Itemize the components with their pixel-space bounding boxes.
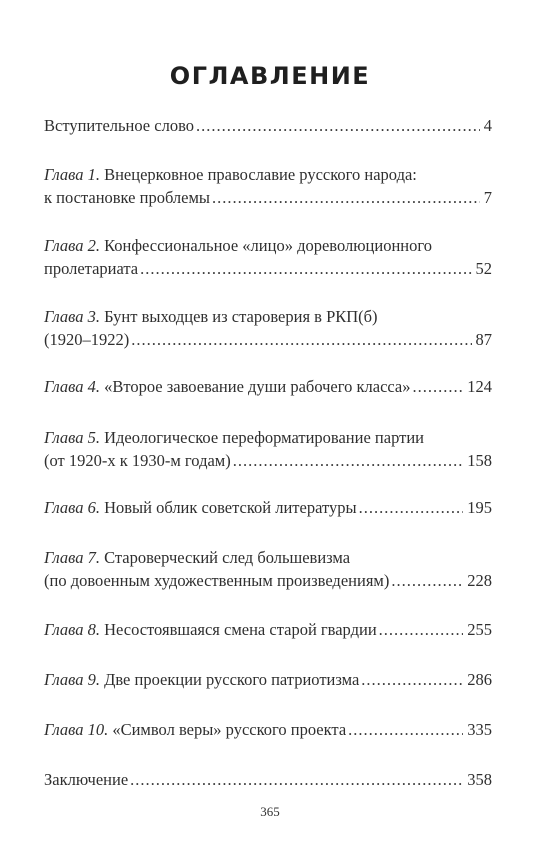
toc-line [44, 546, 492, 569]
entry-title: «Символ веры» русского проекта [112, 720, 347, 739]
chapter-label: Глава 6. [44, 498, 100, 517]
chapter-label: Глава 7. [44, 548, 100, 567]
entry-title: Идеологическое переформатирование партии [104, 428, 424, 447]
toc-line [44, 449, 492, 472]
toc-entry-chapter-5[interactable] [44, 426, 492, 472]
entry-title: Вступительное слово [44, 116, 194, 135]
entry-title: Несостоявшаяся смена старой гвардии [104, 620, 377, 639]
toc-line [44, 569, 492, 592]
chapter-label: Глава 3. [44, 307, 100, 326]
page-number: 335 [467, 720, 492, 739]
page-number: 158 [467, 451, 492, 470]
chapter-label: Глава 1. [44, 165, 100, 184]
toc-line [44, 234, 492, 257]
entry-title: Две проекции русского патриотизма [104, 670, 360, 689]
folio-page-number: 365 [260, 804, 280, 819]
toc-entry-introduction[interactable] [44, 114, 492, 137]
chapter-label: Глава 2. [44, 236, 100, 255]
entry-title-continued: (по довоенным художественным произведениям) [44, 571, 390, 590]
entry-title: Староверческий след большевизма [104, 548, 351, 567]
toc-entry-chapter-8[interactable] [44, 618, 492, 641]
toc-entry-chapter-6[interactable] [44, 496, 492, 519]
dot-leader [413, 375, 464, 398]
entry-title: Заключение [44, 770, 129, 789]
dot-leader [379, 618, 464, 641]
toc-line [44, 668, 492, 691]
dot-leader [348, 718, 463, 741]
dot-leader [391, 569, 463, 592]
page-number: 52 [475, 259, 492, 278]
chapter-label: Глава 5. [44, 428, 100, 447]
toc-line [44, 114, 492, 137]
chapter-label: Глава 9. [44, 670, 100, 689]
toc-line [44, 496, 492, 519]
entry-title-continued: к постановке проблемы [44, 188, 211, 207]
dot-leader [140, 257, 471, 280]
page-number: 195 [467, 498, 492, 517]
toc-entry-conclusion[interactable] [44, 768, 492, 791]
toc-line [44, 618, 492, 641]
toc-line [44, 375, 492, 398]
entry-title: Конфессиональное «лицо» дореволюционного [104, 236, 432, 255]
page-number: 124 [467, 377, 492, 396]
toc-line [44, 186, 492, 209]
toc-line [44, 718, 492, 741]
dot-leader [361, 668, 463, 691]
toc-entry-chapter-10[interactable] [44, 718, 492, 741]
page-title: ОГЛАВЛЕНИЕ [169, 62, 371, 90]
page-number: 228 [467, 571, 492, 590]
page-number: 7 [483, 188, 492, 207]
dot-leader [233, 449, 464, 472]
entry-title: Новый облик советской литературы [104, 498, 357, 517]
page-number: 255 [467, 620, 492, 639]
entry-title: Внецерковное православие русского народа: [104, 165, 417, 184]
toc-line [44, 426, 492, 449]
toc-entry-chapter-1[interactable] [44, 163, 492, 209]
toc-entry-chapter-3[interactable] [44, 305, 492, 351]
toc-entry-chapter-2[interactable] [44, 234, 492, 280]
dot-leader [212, 186, 480, 209]
entry-title: «Второе завоевание души рабочего класса» [104, 377, 411, 396]
toc-line [44, 768, 492, 791]
dot-leader [131, 328, 471, 351]
chapter-label: Глава 4. [44, 377, 100, 396]
toc-line [44, 305, 492, 328]
page-number: 87 [475, 330, 492, 349]
toc-line [44, 328, 492, 351]
page-number: 4 [483, 116, 492, 135]
entry-title: Бунт выходцев из староверия в РКП(б) [104, 307, 378, 326]
entry-title-continued: пролетариата [44, 259, 139, 278]
toc-line [44, 257, 492, 280]
chapter-label: Глава 10. [44, 720, 109, 739]
toc-entry-chapter-7[interactable] [44, 546, 492, 592]
entry-title-continued: (от 1920-х к 1930-м годам) [44, 451, 231, 470]
toc-entry-chapter-4[interactable] [44, 375, 492, 398]
dot-leader [359, 496, 464, 519]
toc-line [44, 163, 492, 186]
entry-title-continued: (1920–1922) [44, 330, 130, 349]
chapter-label: Глава 8. [44, 620, 100, 639]
page-number: 286 [467, 670, 492, 689]
page-number: 358 [467, 770, 492, 789]
dot-leader [130, 768, 463, 791]
dot-leader [196, 114, 480, 137]
toc-entry-chapter-9[interactable] [44, 668, 492, 691]
